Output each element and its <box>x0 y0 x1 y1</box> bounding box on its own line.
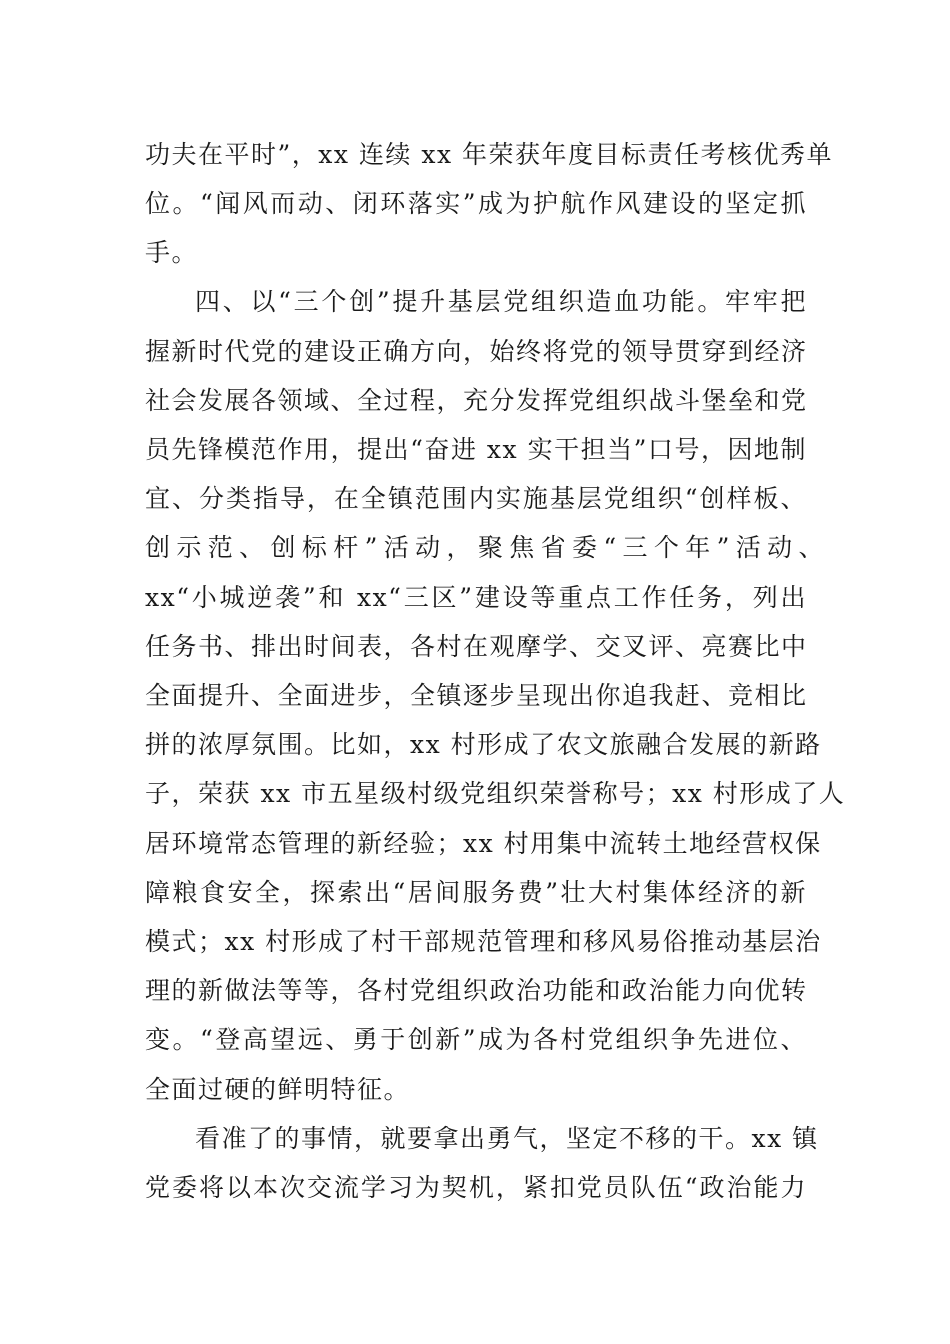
text-line-2: 位。“闻风而动、闭环落实”成为护航作风建设的坚定抓 <box>145 189 807 218</box>
text-line-1: 功夫在平时”，xx 连续 xx 年荣获年度目标责任考核优秀单 <box>145 140 834 169</box>
text-line-17: 模式；xx 村形成了村干部规范管理和移风易俗推动基层治 <box>145 927 822 956</box>
text-line-7: 员先锋模范作用，提出“奋进 xx 实干担当”口号，因地制 <box>145 435 807 464</box>
text-line-14: 子，荣获 xx 市五星级村级党组织荣誉称号；xx 村形成了人 <box>145 779 846 808</box>
section-heading-line: 四、以“三个创”提升基层党组织造血功能。牢牢把 <box>195 287 807 316</box>
text-line-10: xx“小城逆袭”和 xx“三区”建设等重点工作任务，列出 <box>145 583 807 612</box>
text-line-15: 居环境常态管理的新经验；xx 村用集中流转土地经营权保 <box>145 829 822 858</box>
text-line-13: 拼的浓厚氛围。比如，xx 村形成了农文旅融合发展的新路 <box>145 730 822 759</box>
text-line-3: 手。 <box>145 238 199 267</box>
text-line-6: 社会发展各领域、全过程，充分发挥党组织战斗堡垒和党 <box>145 386 808 415</box>
text-line-16: 障粮食安全，探索出“居间服务费”壮大村集体经济的新 <box>145 878 807 907</box>
text-line-19: 变。“登高望远、勇于创新”成为各村党组织争先进位、 <box>145 1025 807 1054</box>
text-line-9: 创示范、创标杆”活动，聚焦省委“三个年”活动、 <box>145 533 825 562</box>
text-line-11: 任务书、排出时间表，各村在观摩学、交叉评、亮赛比中 <box>145 632 808 661</box>
text-line-8: 宜、分类指导，在全镇范围内实施基层党组织“创样板、 <box>145 484 807 513</box>
text-line-18: 理的新做法等等，各村党组织政治功能和政治能力向优转 <box>145 976 808 1005</box>
text-line-12: 全面提升、全面进步，全镇逐步呈现出你追我赶、竞相比 <box>145 681 808 710</box>
text-line-5: 握新时代党的建设正确方向，始终将党的领导贯穿到经济 <box>145 337 808 366</box>
text-line-21: 看准了的事情，就要拿出勇气，坚定不移的干。xx 镇 <box>195 1124 819 1153</box>
text-line-20: 全面过硬的鲜明特征。 <box>145 1075 411 1104</box>
text-line-22: 党委将以本次交流学习为契机，紧扣党员队伍“政治能力 <box>145 1173 807 1202</box>
